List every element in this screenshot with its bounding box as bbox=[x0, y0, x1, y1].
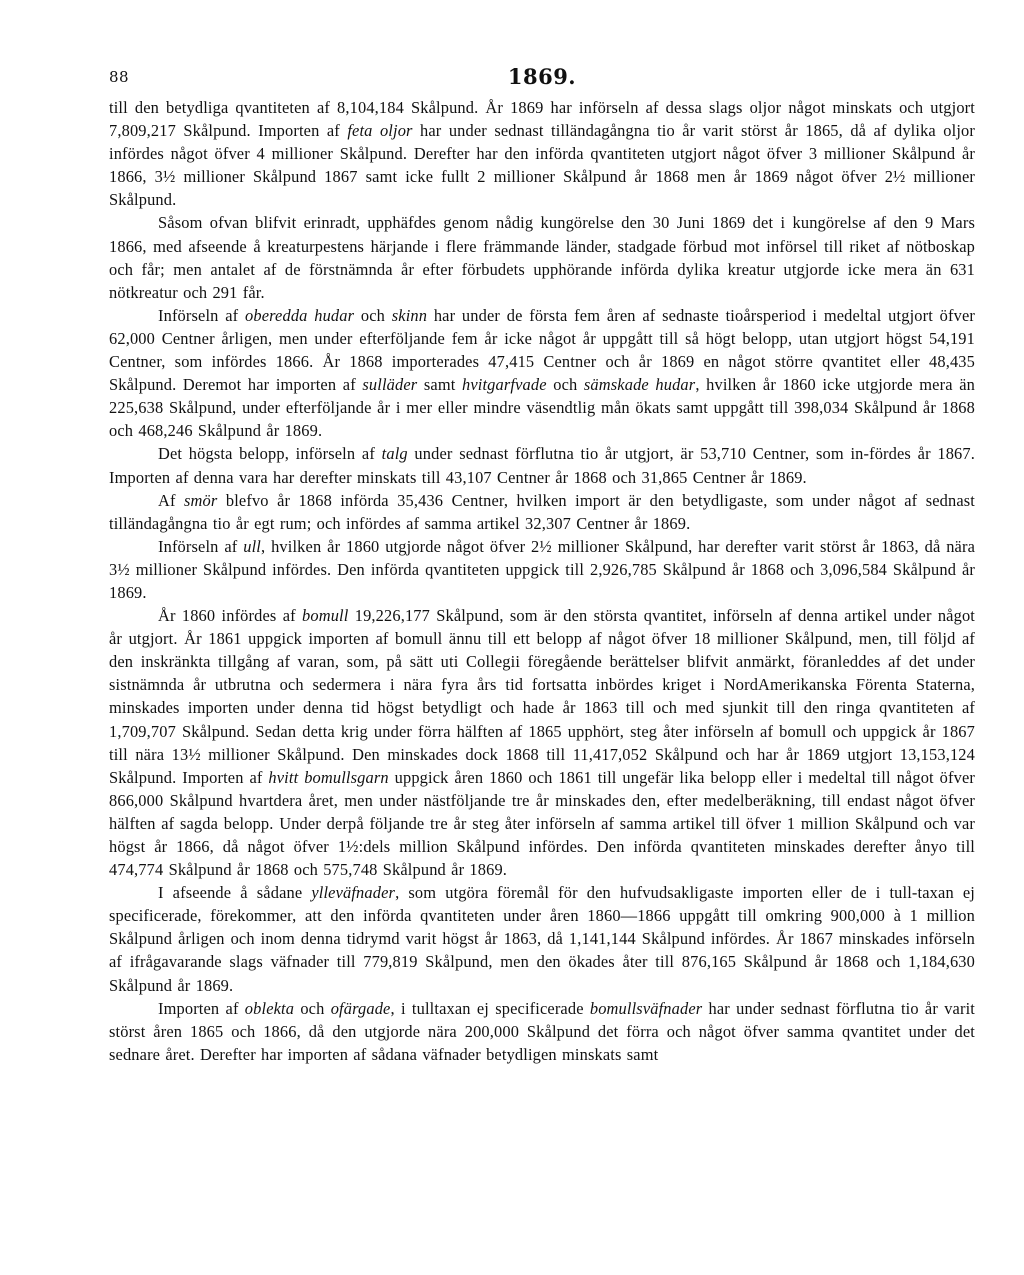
page-header bbox=[109, 62, 975, 96]
text-run: , som utgöra föremål för den hufvudsakligaste importen eller de i tull-taxan ej specificerade, förekommer, att den införda qvantiteten under åren 1860—1866 uppgått till omkring 900,000 à 1 million Skålpund årligen och inom denna tidrymd varit högst år 1863, då 1,141,144 Skålpund infördes. År 1867 minskades införseln af ifrågavarande slags väfnader till 779,819 Skålpund, men den ökades åter till 876,165 Skålpund år 1868 och 1,184,630 Skålpund år 1869. bbox=[109, 883, 975, 995]
paragraph bbox=[109, 211, 975, 303]
paragraph bbox=[109, 604, 975, 881]
text-run: har under de första fem åren af sednaste tioårsperiod i medeltal utgjort öfver 62,000 Centner årligen, men under efterföljande fem år icke något år uppgått till så högt belopp, utan utgjort högst 54,191 Centner, som infördes 1866. År 1868 importerades 47,415 Centner och år 1869 en något större qvantitet eller 48,435 Skålpund. Deremot har importen af bbox=[109, 305, 975, 395]
page-title-year: 1869. bbox=[507, 64, 577, 89]
paragraph bbox=[109, 442, 975, 488]
text-run: och bbox=[546, 375, 584, 395]
paragraph bbox=[109, 881, 975, 996]
italic-term: sämskade hudar bbox=[583, 375, 696, 395]
text-run: blefvo år 1868 införda 35,436 Centner, hvilken import är den betydligaste, som under något af sednast tilländagångna tio år egt rum; och infördes af samma artikel 32,307 Centner år 1869. bbox=[109, 490, 975, 533]
italic-term: bomull bbox=[302, 606, 349, 626]
text-run: , hvilken år 1860 utgjorde något öfver 2½ millioner Skålpund, har derefter varit störst år 1863, då nära 3½ millioner Skålpund infördes. Den införda qvantiteten uppgick till 2,926,785 Skålpund år 1868 och 3,096,584 Skålpund år 1869. bbox=[109, 536, 976, 602]
italic-term: talg bbox=[381, 444, 408, 464]
italic-term: ylleväfnader bbox=[311, 883, 396, 903]
text-run: Importen af bbox=[158, 998, 245, 1018]
paragraph bbox=[109, 489, 975, 535]
text-run: har under sednast tilländagångna tio år varit störst år 1865, då af dylika oljor infördes något öfver 4 millioner Skålpund. Derefter har den införda qvantiteten utgjort något öfver 3 millioner Skålpund år 1866, 3½ millioner Skålpund 1867 samt icke fullt 2 millioner Skålpund år 1868 men år 1869 något öfver 2½ millioner Skålpund. bbox=[109, 121, 975, 210]
paragraph bbox=[109, 96, 975, 211]
document-page bbox=[109, 62, 975, 1066]
italic-term: ofärgade bbox=[330, 998, 391, 1018]
italic-term: oberedda hudar bbox=[245, 305, 355, 325]
italic-term: skinn bbox=[391, 305, 428, 325]
text-run: , hvilken år 1860 icke utgjorde mera än 225,638 Skålpund, under efterföljande år i mer eller mindre väsendtlig mån ökats samt uppgått till 398,034 Skålpund år 1868 och 468,246 Skålpund år 1869. bbox=[109, 375, 975, 441]
page-number: 88 bbox=[109, 68, 130, 86]
text-run: I afseende å sådane bbox=[158, 883, 312, 903]
paragraph bbox=[109, 535, 975, 604]
text-run: Införseln af bbox=[158, 536, 244, 556]
text-run: uppgick åren 1860 och 1861 till ungefär lika belopp eller i medeltal till något öfver 866,000 Skålpund hvartdera året, men under nästföljande tre år minskades den, efter medelberäkning, till endast något öfver hälften af sagda belopp. Under derpå följande tre år steg åter införseln af samma artikel till öfver 1 million Skålpund och var högst år 1866, då något öfver 1½:dels million Skålpund infördes. Den införda qvantiteten minskades derefter ånyo till 474,774 Skålpund år 1868 och 575,748 Skålpund år 1869. bbox=[109, 767, 975, 880]
italic-term: hvitt bomullsgarn bbox=[268, 767, 389, 787]
text-run: Af bbox=[158, 490, 185, 510]
italic-term: sulläder bbox=[362, 375, 418, 395]
text-run: under sednast förflutna tio år utgjort, är 53,710 Centner, som in-fördes år 1867. Importen af denna vara har derefter minskats till 43,107 Centner år 1868 och 31,865 Centner år 1869. bbox=[109, 444, 975, 487]
body-text bbox=[109, 96, 975, 1066]
text-run: År 1860 infördes af bbox=[158, 606, 303, 626]
text-run: Införseln af bbox=[158, 305, 246, 325]
paragraph bbox=[109, 997, 975, 1066]
paragraph bbox=[109, 304, 975, 443]
italic-term: hvitgarfvade bbox=[462, 375, 547, 395]
text-run: och bbox=[354, 305, 392, 325]
italic-term: feta oljor bbox=[347, 121, 413, 141]
italic-term: bomullsväfnader bbox=[589, 998, 703, 1018]
text-run: Såsom ofvan blifvit erinradt, upphäfdes genom nådig kungörelse den 30 Juni 1869 det i kungörelse af den 9 Mars 1866, med afseende å kreaturpestens härjande i flere främmande länder, stadgade förbud mot införsel till riket af nötboskap och får; men antalet af de förstnämnda år efter förbudets upphörande införda dylika kreatur utgjorde icke mera än 631 nötkreatur och 291 får. bbox=[109, 213, 975, 302]
text-run: , i tulltaxan ej specificerade bbox=[390, 998, 590, 1018]
italic-term: ull bbox=[243, 536, 261, 556]
text-run: till den betydliga qvantiteten af 8,104,184 Skålpund. År 1869 har införseln af dessa slags oljor något minskats och utgjort 7,809,217 Skålpund. Importen af bbox=[109, 98, 975, 141]
text-run: 19,226,177 Skålpund, som är den största qvantitet, införseln af denna artikel under något år utgjort. År 1861 uppgick importen af bomull ännu till ett belopp af något öfver 18 millioner Skålpund, men, till följd af den inskränkta tillgång af varan, som, på sätt uti Collegii föregående berättelser blifvit anmärkt, föranleddes af det under sistnämnda år utbrutna och sedermera i nära fyra års tid fortsatta inbördes kriget i NordAmerikanska Förenta Staterna, minskades importen under denna tid högst betydligt och hade år 1863 till och med sjunkit till den ringa qvantiteten af 1,709,707 Skålpund. Sedan detta krig under förra hälften af 1865 upphört, steg åter införseln af bomull och uppgick år 1867 till nära 13½ millioner Skålpund. Den minskades dock 1868 till 11,417,052 Skålpund och har år 1869 utgjort 13,153,124 Skålpund. Importen af bbox=[109, 606, 975, 787]
text-run: samt bbox=[417, 375, 462, 395]
italic-term: smör bbox=[184, 490, 218, 510]
text-run: har under sednast förflutna tio år varit störst åren 1865 och 1866, då den utgjorde nära 200,000 Skålpund det förra och något öfver samma qvantitet under det sednare året. Derefter har importen af sådana väfnader betydligen minskats samt bbox=[109, 998, 975, 1064]
text-run: Det högsta belopp, införseln af bbox=[158, 444, 382, 464]
italic-term: oblekta bbox=[244, 998, 295, 1018]
text-run: och bbox=[294, 998, 331, 1018]
